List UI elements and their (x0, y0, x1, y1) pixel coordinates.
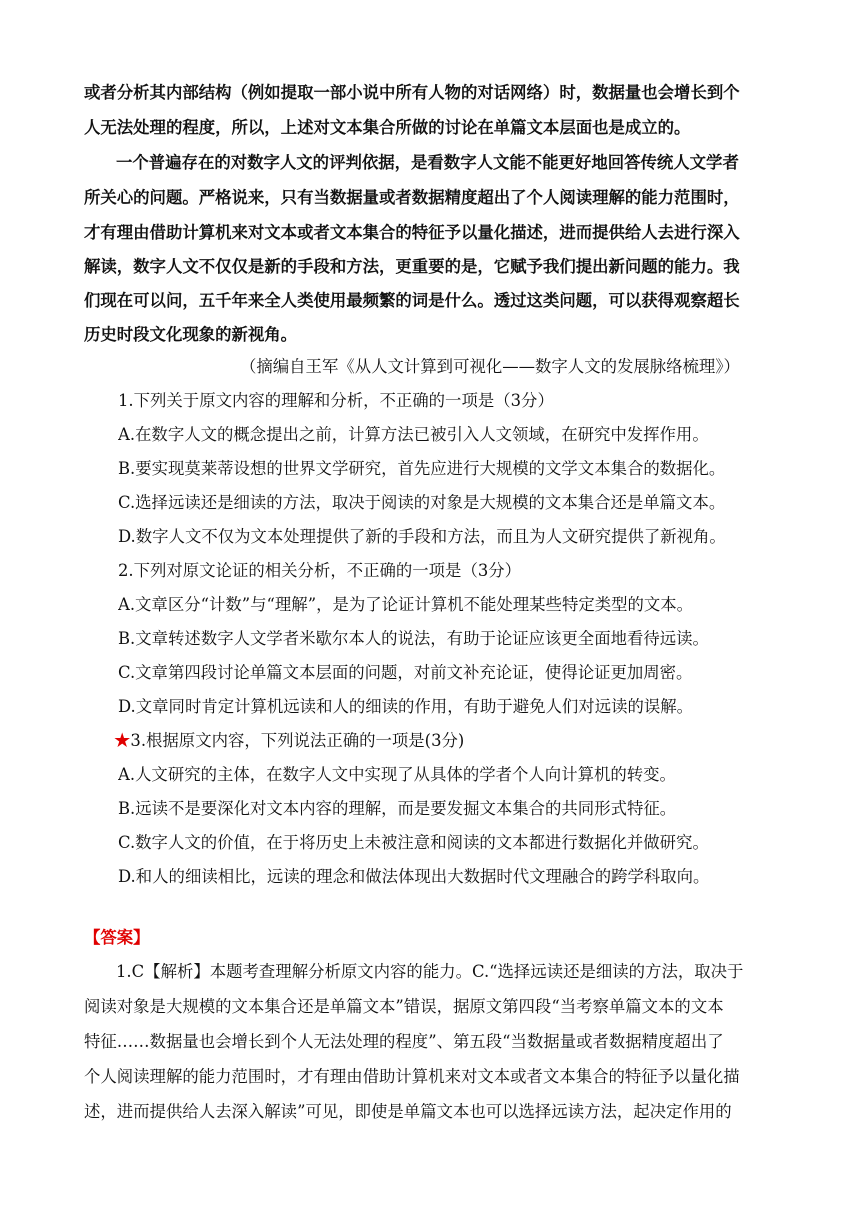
answer-line: 特征……数据量也会增长到个人无法处理的程度”、第五段“当数据量或者数据精度超出了 (84, 1032, 724, 1051)
passage-line: 或者分析其内部结构（例如提取一部小说中所有人物的对话网络）时，数据量也会增长到个 (84, 83, 740, 102)
question-3-stem-row (114, 730, 814, 752)
passage-line: 人无法处理的程度，所以，上述对文本集合所做的讨论在单篇文本层面也是成立的。 (84, 118, 691, 137)
question-2-stem: 2.下列对原文论证的相关分析，不正确的一项是（3分） (118, 561, 522, 580)
question-1-stem: 1.下列关于原文内容的理解和分析，不正确的一项是（3分） (118, 391, 554, 410)
question-3-option-c: C.数字人文的价值，在于将历史上未被注意和阅读的文本都进行数据化并做研究。 (118, 833, 709, 852)
question-2-option-a: A.文章区分“计数”与“理解”，是为了论证计算机不能处理某些特定类型的文本。 (118, 595, 694, 614)
question-2-option-d: D.文章同时肯定计算机远读和人的细读的作用，有助于避免人们对远读的误解。 (118, 697, 694, 716)
answer-line: 1.C【解析】本题考查理解分析原文内容的能力。C.“选择远读还是细读的方法，取决于 (116, 962, 744, 981)
question-2-option-c: C.文章第四段讨论单篇文本层面的问题，对前文补充论证，使得论证更加周密。 (118, 663, 693, 682)
answer-line: 述，进而提供给人去深入解读”可见，即使是单篇文本也可以选择远读方法，起决定作用的 (84, 1102, 732, 1121)
question-1-option-b: B.要实现莫莱蒂设想的世界文学研究，首先应进行大规模的文学文本集合的数据化。 (118, 459, 726, 478)
answer-line: 个人阅读理解的能力范围时，才有理由借助计算机来对文本或者文本集合的特征予以量化描 (84, 1067, 740, 1086)
passage-line: 们现在可以问，五千年来全人类使用最频繁的词是什么。透过这类问题，可以获得观察超长 (84, 291, 740, 310)
question-2-option-b: B.文章转述数字人文学者米歇尔本人的说法，有助于论证应该更全面地看待远读。 (118, 629, 709, 648)
star-icon: ★ (114, 731, 131, 750)
passage-source: （摘编自王军《从人文计算到可视化——数字人文的发展脉络梳理》） (240, 357, 740, 376)
question-3-option-a: A.人文研究的主体，在数字人文中实现了从具体的学者个人向计算机的转变。 (118, 765, 676, 784)
question-1-option-a: A.在数字人文的概念提出之前，计算方法已被引入人文领域，在研究中发挥作用。 (118, 425, 709, 444)
passage-line: 所关心的问题。严格说来，只有当数据量或者数据精度超出了个人阅读理解的能力范围时， (84, 188, 740, 207)
question-3-option-b: B.远读不是要深化对文本内容的理解，而是要发掘文本集合的共同形式特征。 (118, 799, 677, 818)
question-1-option-d: D.数字人文不仅为文本处理提供了新的手段和方法，而且为人文研究提供了新视角。 (118, 527, 726, 546)
answer-heading: 【答案】 (84, 928, 150, 947)
passage-line: 历史时段文化现象的新视角。 (84, 325, 298, 344)
question-3-option-d: D.和人的细读相比，远读的理念和做法体现出大数据时代文理融合的跨学科取向。 (118, 867, 710, 886)
passage-line: 才有理由借助计算机来对文本或者文本集合的特征予以量化描述，进而提供给人去进行深入 (84, 223, 740, 242)
question-1-option-c: C.选择远读还是细读的方法，取决于阅读的对象是大规模的文本集合还是单篇文本。 (118, 493, 726, 512)
passage-line: 一个普遍存在的对数字人文的评判依据，是看数字人文能不能更好地回答传统人文学者 (116, 153, 739, 172)
passage-line: 解读，数字人文不仅仅是新的手段和方法，更重要的是，它赋予我们提出新问题的能力。我 (84, 257, 740, 276)
question-3-stem: 3.根据原文内容，下列说法正确的一项是(3分) (130, 731, 465, 750)
answer-line: 阅读对象是大规模的文本集合还是单篇文本”错误，据原文第四段“当考察单篇文本的文本 (84, 997, 724, 1016)
